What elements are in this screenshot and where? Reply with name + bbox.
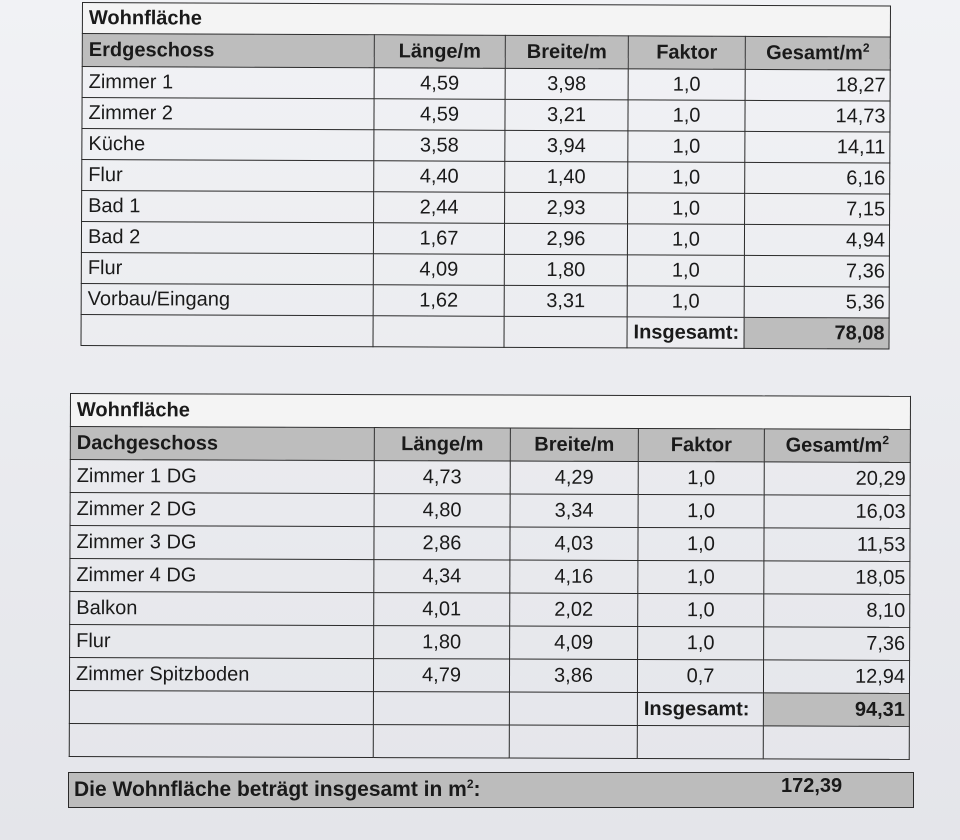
breite-value: 1,40 [505,161,628,193]
spacer-row [69,723,909,759]
table-title-row [70,394,910,430]
sum-row [81,314,889,349]
grand-total-label: Die Wohnfläche beträgt insgesamt in $m^2$: [74,777,481,801]
laenge-value: 4,09 [373,254,504,286]
breite-value: 3,86 [509,659,637,692]
table-row [81,252,889,287]
room-name: Bad 2 [81,222,373,254]
room-name: Vorbau/Eingang [81,283,373,315]
laenge-value: 3,58 [374,130,505,162]
faktor-value: 1,0 [628,69,745,101]
breite-value: 4,09 [510,626,638,659]
table-title: Wohnfläche [70,394,910,430]
gesamt-value: 14,73 [745,100,890,132]
table-title-row [82,3,890,38]
empty-cell [373,692,509,725]
grand-total-value: 172,39 [781,775,843,797]
breite-value: 2,02 [510,593,638,626]
gesamt-value: 18,27 [745,69,890,101]
empty-cell [509,692,637,725]
faktor-value: 1,0 [628,100,745,132]
laenge-value: 4,40 [374,161,505,193]
laenge-value: 4,59 [374,68,505,100]
faktor-value: 1,0 [638,494,764,527]
faktor-value: 1,0 [628,131,745,163]
laenge-value: 2,44 [374,192,505,224]
laenge-value: 4,79 [373,659,509,692]
laenge-value: 4,01 [374,593,510,626]
laenge-value: 4,34 [374,560,510,593]
room-name: Zimmer 4 DG [70,559,374,593]
table-header-row [82,34,890,71]
breite-value: 3,34 [510,494,638,527]
gesamt-value: 14,11 [745,131,890,163]
breite-value: 2,93 [505,192,628,224]
room-name: Bad 1 [82,191,374,223]
room-name: Balkon [70,592,374,626]
col-header-gesamt: Gesamt/$m^2$ [745,36,890,70]
room-name: Flur [82,160,374,192]
laenge-value: 1,80 [374,626,510,659]
breite-value: 2,96 [504,223,627,255]
gesamt-value: 7,15 [745,193,890,225]
faktor-value: 1,0 [638,461,764,494]
gesamt-value: 7,36 [744,255,889,287]
faktor-value: 1,0 [627,224,744,256]
col-header-faktor: Faktor [638,428,764,461]
floor-header: Erdgeschoss [82,34,374,68]
laenge-value: 1,62 [373,285,504,317]
col-header-breite: Breite/m [510,428,638,461]
faktor-value: 1,0 [638,560,764,593]
table-row [70,625,910,661]
room-name: Zimmer 1 [82,67,374,99]
breite-value: 3,21 [505,99,628,131]
table-row [70,592,910,628]
gesamt-value: 12,94 [763,660,909,694]
table-dachgeschoss [69,393,911,760]
floor-header: Dachgeschoss [70,427,374,461]
room-name: Zimmer 1 DG [70,460,374,494]
col-header-gesamt: Gesamt/$m^2$ [764,429,910,463]
room-name: Zimmer Spitzboden [69,658,373,692]
empty-cell [373,316,504,348]
faktor-value: 0,7 [637,659,763,692]
table-row [82,98,890,133]
table-row [69,658,909,694]
empty-cell [637,725,763,758]
col-header-faktor: Faktor [628,36,745,70]
faktor-value: 1,0 [638,593,764,626]
table-row [82,191,890,226]
gesamt-value: 4,94 [744,224,889,256]
breite-value: 3,31 [504,285,627,317]
table-row [82,160,890,195]
sum-value: 94,31 [763,693,909,727]
col-header-breite: Breite/m [505,35,628,69]
room-name: Flur [70,625,374,659]
room-name: Zimmer 2 [82,98,374,130]
table-row [82,67,890,102]
gesamt-value: 5,36 [744,286,889,318]
table-erdgeschoss [80,2,891,350]
sum-row [69,690,909,726]
gesamt-value: 16,03 [764,495,910,529]
table-row [70,526,910,562]
breite-value: 1,80 [504,254,627,286]
faktor-value: 1,0 [627,255,744,287]
faktor-value: 1,0 [628,162,745,194]
table-row [70,559,910,595]
empty-cell [504,316,627,348]
faktor-value: 1,0 [638,527,764,560]
sum-label: Insgesamt: [627,317,744,349]
empty-cell [763,726,909,760]
empty-cell [69,690,373,724]
table-row [82,129,890,164]
laenge-value: 4,80 [374,494,510,527]
table-title: Wohnfläche [82,3,890,38]
laenge-value: 2,86 [374,527,510,560]
breite-value: 4,16 [510,560,638,593]
breite-value: 3,98 [505,68,628,100]
faktor-value: 1,0 [628,193,745,225]
room-name: Zimmer 3 DG [70,526,374,560]
gesamt-value: 7,36 [764,627,910,661]
faktor-value: 1,0 [627,286,744,318]
table-row [70,493,910,529]
table-row [70,460,910,496]
gesamt-value: 8,10 [764,594,910,628]
breite-value: 3,94 [505,130,628,162]
breite-value: 4,29 [510,461,638,494]
table-header-row [70,427,910,463]
gesamt-value: 20,29 [764,462,910,496]
faktor-value: 1,0 [638,626,764,659]
room-name: Zimmer 2 DG [70,493,374,527]
grand-total-bar [68,772,914,808]
empty-cell [509,725,637,758]
table-row [81,283,889,318]
sum-value: 78,08 [744,317,889,349]
gesamt-value: 11,53 [764,528,910,562]
empty-cell [373,725,509,758]
table-row [81,222,889,257]
laenge-value: 1,67 [373,223,504,255]
sum-label: Insgesamt: [637,692,763,725]
room-name: Flur [81,252,373,284]
breite-value: 4,03 [510,527,638,560]
col-header-laenge: Länge/m [374,35,505,69]
col-header-laenge: Länge/m [374,428,510,461]
laenge-value: 4,73 [374,461,510,494]
gesamt-value: 18,05 [764,561,910,595]
room-name: Küche [82,129,374,161]
gesamt-value: 6,16 [745,162,890,194]
laenge-value: 4,59 [374,99,505,131]
empty-cell [69,723,373,757]
empty-cell [81,314,373,346]
